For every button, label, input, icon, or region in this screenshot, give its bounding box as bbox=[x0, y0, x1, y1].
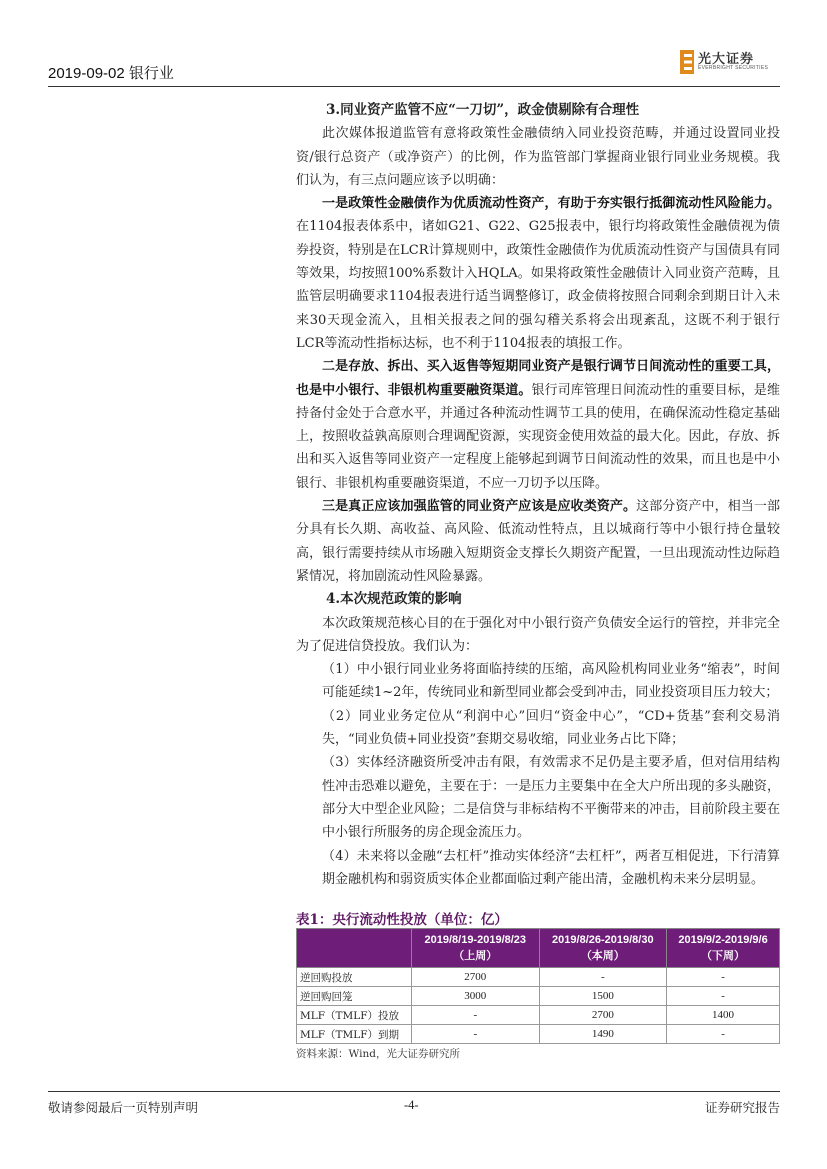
table-cell: - bbox=[667, 968, 780, 987]
table-cell: - bbox=[412, 1006, 540, 1025]
footer-divider bbox=[48, 1091, 780, 1092]
footer-disclaimer: 敬请参阅最后一页特别声明 bbox=[48, 1100, 199, 1115]
table-cell: - bbox=[667, 1025, 780, 1044]
point-3-heading: 三是真正应该加强监管的同业资产应该是应收类资产。 bbox=[322, 499, 637, 515]
table-row bbox=[297, 1006, 780, 1025]
table-cell: - bbox=[412, 1025, 540, 1044]
page-number: -4- bbox=[404, 1098, 419, 1112]
table-row bbox=[297, 1025, 780, 1044]
table-header-cell: 2019/8/19-2019/8/23 （上周） bbox=[412, 929, 540, 968]
header-date-industry: 2019-09-02 银行业 bbox=[48, 65, 174, 82]
table-row bbox=[297, 987, 780, 1006]
table-source-note: 资料来源：Wind，光大证券研究所 bbox=[296, 1048, 460, 1060]
company-logo bbox=[680, 48, 780, 76]
point-1-heading: 一是政策性金融债作为优质流动性资产，有助于夯实银行抵御流动性风险能力。 bbox=[322, 196, 780, 212]
footer-report-type: 证券研究报告 bbox=[704, 1100, 780, 1115]
row-label: 逆回购投放 bbox=[297, 968, 412, 987]
section-4-item: （2）同业业务定位从“利润中心”回归“资金中心”，“CD+货基”套利交易消失，“同业负债+同业投资”套期交易收缩，同业业务占比下降； bbox=[322, 708, 780, 748]
section-4-title: 4.本次规范政策的影响 bbox=[326, 591, 462, 608]
point-2-heading: 二是存放、拆出、买入返售等短期同业资产是银行调节日间流动性的重要工具，也是中小银行、非银机构重要融资渠道。 bbox=[296, 359, 780, 398]
section-3-intro: 此次媒体报道监管有意将政策性金融债纳入同业投资范畴，并通过设置同业投资/银行总资产（或净资产）的比例，作为监管部门掌握商业银行同业业务规模。我们认为，有三点问题应该予以明确： bbox=[296, 126, 780, 188]
table-cell: 3000 bbox=[412, 987, 540, 1006]
row-label: 逆回购回笼 bbox=[297, 987, 412, 1006]
section-4-item: （3）实体经济融资所受冲击有限，有效需求不足仍是主要矛盾，但对信用结构性冲击恐难以避免，主要在于：一是压力主要集中在全大户所出现的多头融资，部分大中型企业风险；二是信贷与非标结构不平衡带来的冲击，目前阶段主要在中小银行所服务的房企现金流压力。 bbox=[322, 755, 780, 841]
section-3-point-3 bbox=[296, 495, 780, 588]
logo-text-en: EVERBRIGHT SECURITIES bbox=[698, 65, 769, 71]
section-4-intro: 本次政策规范核心目的在于强化对中小银行资产负债安全运行的管控，并非完全为了促进信贷投放。我们认为： bbox=[296, 615, 780, 654]
table-header-row bbox=[297, 929, 780, 968]
main-content bbox=[296, 99, 780, 891]
section-4-item: （1）中小银行同业业务将面临持续的压缩，高风险机构同业业务“缩表”，时间可能延续1~2年，传统同业和新型同业都会受到冲击，同业投资项目压力较大； bbox=[322, 662, 780, 701]
header-divider bbox=[48, 86, 780, 87]
table-header-cell: 2019/8/26-2019/8/30 （本周） bbox=[539, 929, 667, 968]
section-3-title: 3.同业资产监管不应“一刀切”，政金债剔除有合理性 bbox=[326, 102, 640, 118]
table-cell: 2700 bbox=[412, 968, 540, 987]
table-cell: - bbox=[539, 968, 667, 987]
point-2-body: 银行司库管理日间流动性的重要目标，是维持备付金处于合意水平，并通过各种流动性调节工具的使用，在确保流动性稳定基础上，按照收益孰高原则合理调配资源，实现资金使用效益的最大化。因此，存放、拆出和买入返售等同业资产一定程度上能够起到调节日间流动性的效果，而且也是中小银行、非银机构重要融资渠道，不应一刀切予以压降。 bbox=[296, 382, 780, 491]
row-label: MLF（TMLF）投放 bbox=[297, 1006, 412, 1025]
table-row bbox=[297, 968, 780, 987]
everbright-logo-icon bbox=[680, 50, 694, 74]
point-3-body: 这部分资产中，相当一部分具有长久期、高收益、高风险、低流动性特点，且以城商行等中小银行持仓量较高，银行需要持续从市场融入短期资金支撑长久期资产配置，一旦出现流动性边际趋紧情况，将加剧流动性风险暴露。 bbox=[296, 499, 780, 584]
table-cell: - bbox=[667, 987, 780, 1006]
section-3-point-1 bbox=[296, 192, 780, 355]
section-4-item: （4）未来将以金融“去杠杆”推动实体经济“去杠杆”，两者互相促进，下行清算期金融机构和弱资质实体企业都面临过剩产能出清，金融机构未来分层明显。 bbox=[322, 848, 780, 887]
table-header-blank bbox=[297, 929, 412, 968]
point-1-body: 在1104报表体系中，诸如G21、G22、G25报表中，银行均将政策性金融债视为债券投资，特别是在LCR计算规则中，政策性金融债作为优质流动性资产与国债具有同等效果，均按照100%系数计入HQLA。如果将政策性金融债计入同业资产范畴，且监管层明确要求1104报表进行适当调整修订，政金债将按照合同剩余到期日计入未来30天现金流入，且相关报表之间的强勾稽关系将会出现紊乱，这既不利于银行LCR等流动性指标达标，也不利于1104报表的填报工作。 bbox=[296, 219, 780, 351]
liquidity-table bbox=[296, 928, 780, 1044]
table-header-cell: 2019/9/2-2019/9/6 （下周） bbox=[667, 929, 780, 968]
table-cell: 1490 bbox=[539, 1025, 667, 1044]
section-3-point-2 bbox=[296, 355, 780, 495]
row-label: MLF（TMLF）到期 bbox=[297, 1025, 412, 1044]
page-header bbox=[48, 52, 780, 84]
table-title: 表1：央行流动性投放（单位：亿） bbox=[296, 912, 508, 928]
table-cell: 2700 bbox=[539, 1006, 667, 1025]
table-cell: 1400 bbox=[667, 1006, 780, 1025]
logo-text-cn: 光大证券 bbox=[698, 52, 755, 67]
table-cell: 1500 bbox=[539, 987, 667, 1006]
